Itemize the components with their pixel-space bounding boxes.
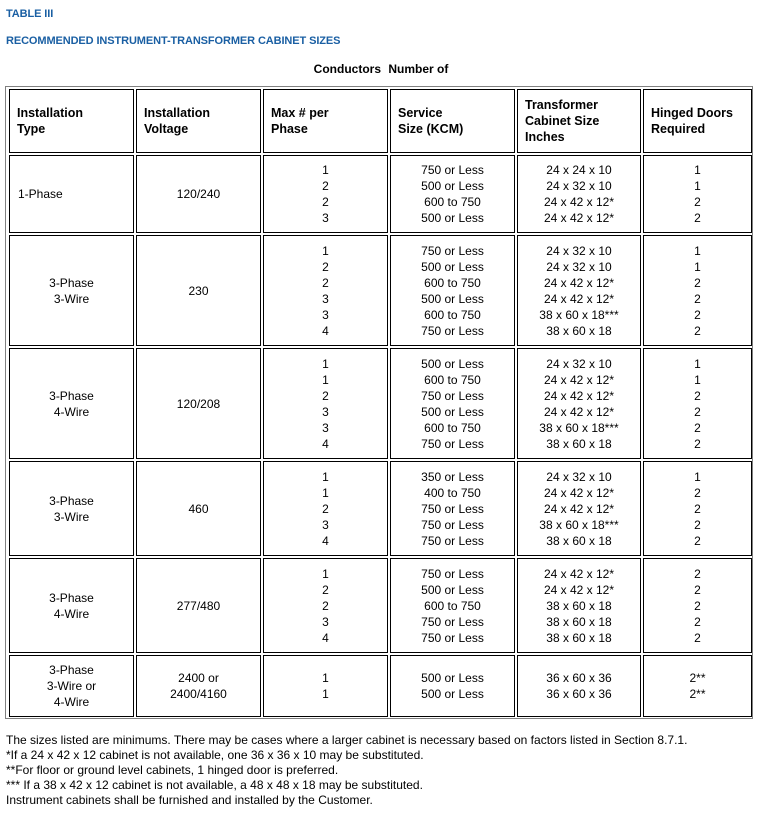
footnote: *** If a 38 x 42 x 12 cabinet is not available, a 48 x 48 x 18 may be substituted. [6,778,423,792]
cell-type [9,461,134,556]
cell-hinged-doors [643,461,752,556]
cell-max-per-phase [263,655,388,717]
cell-line: 3-Phase [49,275,94,290]
cell-line: 2 [322,582,329,597]
cell-line: 24 x 32 x 10 [546,259,612,274]
cell-line: 36 x 60 x 36 [546,687,612,701]
header-line: Inches [525,130,565,144]
cell-line: 600 to 750 [424,372,481,387]
cell-voltage [136,235,261,346]
cell-line: 2 [694,404,701,419]
header-line: Cabinet Size [525,114,600,128]
cell-line: 2 [694,582,701,597]
cell-line: 500 or Less [421,259,484,274]
cell-line: 24 x 42 x 12* [543,291,615,306]
table-title: RECOMMENDED INSTRUMENT-TRANSFORMER CABINET SIZES [6,35,341,47]
cell-max-per-phase [263,461,388,556]
cell-line: 1 [694,243,701,258]
cell-line: 500 or Less [421,179,484,193]
header-text [17,105,83,137]
cell-line: 1 [694,469,701,484]
header-line: Max # per [271,106,329,120]
header-line: Installation [144,106,210,120]
cell-line: 460 [188,501,209,516]
cell-line: 38 x 60 x 18 [546,598,612,613]
cell-line: 36 x 60 x 36 [546,671,612,685]
cell-line: 2 [694,275,701,290]
cell-cabinet-size [517,558,641,653]
header-text [525,97,599,145]
footnote: Instrument cabinets shall be furnished and installed by the Customer. [6,793,373,807]
cell-hinged-doors [643,155,752,233]
cell-service-size [390,235,515,346]
header-text [398,105,463,137]
header-line: Type [17,122,46,136]
cell-line: 2400/4160 [170,687,227,701]
cell-line: 2 [694,566,701,581]
cell-line: 2 [694,533,701,548]
cell-type [9,655,134,717]
cell-line: 2 [322,259,329,274]
cell-voltage [136,348,261,459]
cell-line: 2400 or [178,671,219,685]
cell-line: 2** [689,671,706,685]
cell-line: 4-Wire [53,695,90,709]
cell-line: 500 or Less [421,671,484,685]
cell-line: 2 [694,517,701,532]
cell-line: 24 x 42 x 12* [543,388,615,403]
cell-line: 24 x 32 x 10 [546,356,612,371]
cell-line: 400 to 750 [424,485,481,500]
cell-line: 2 [322,598,329,613]
cell-service-size [390,558,515,653]
cell-line: 4 [322,630,329,645]
cell-line: 1 [322,485,329,500]
cell-line: 600 to 750 [424,598,481,613]
table-label: TABLE III [6,8,54,20]
header-line: Installation [17,106,83,120]
cell-line: 38 x 60 x 18 [546,614,612,629]
cell-line: 1 [322,356,329,371]
cell-line: 500 or Less [421,687,484,701]
cell-max-per-phase [263,155,388,233]
cell-line: 1 [694,356,701,371]
cell-line: 750 or Less [421,388,484,403]
header-hinged-doors [643,89,752,153]
cell-line: 750 or Less [421,630,484,645]
cell-line: 4-Wire [53,404,90,419]
header-line: Hinged Doors [651,106,733,120]
cell-voltage [136,655,261,717]
cell-line: 38 x 60 x 18*** [539,420,619,435]
cell-line: 750 or Less [421,614,484,629]
header-line: Required [651,122,706,136]
cell-line: 750 or Less [421,323,484,338]
cell-voltage [136,558,261,653]
cell-line: 24 x 42 x 12* [543,582,615,597]
cell-line: 750 or Less [421,163,484,177]
footnotes [6,733,687,808]
header-line: Transformer [525,98,598,112]
cell-line: 600 to 750 [424,195,481,209]
cell-line: 4 [322,323,329,338]
cell-line: 750 or Less [421,243,484,258]
cell-line: 500 or Less [421,291,484,306]
cell-line: 2 [694,323,701,338]
cell-line: 600 to 750 [424,307,481,322]
cell-line: 24 x 32 x 10 [546,469,612,484]
cell-hinged-doors [643,558,752,653]
cell-line: 2 [694,598,701,613]
cell-line: 24 x 24 x 10 [546,163,612,177]
header-text [271,105,329,137]
footnote: **For floor or ground level cabinets, 1 hinged door is preferred. [6,763,339,777]
header-line: Voltage [144,122,189,136]
cell-max-per-phase [263,348,388,459]
cell-line: 3 [322,291,329,306]
cell-line: 1 [694,163,701,177]
cell-line: 120/240 [176,187,221,201]
cell-line: 1 [322,671,329,685]
header-text [651,105,733,137]
cell-service-size [390,461,515,556]
cell-hinged-doors [643,348,752,459]
cell-line: 3 [322,404,329,419]
cell-line: 38 x 60 x 18 [546,436,612,451]
cell-line: 1 [322,372,329,387]
cell-type [9,155,134,233]
cell-line: 3-Phase [49,663,94,677]
cell-line: 2** [689,687,706,701]
cell-line: 2 [322,195,329,209]
cell-service-size [390,155,515,233]
cell-line: 1 [322,243,329,258]
header-max-per-phase [263,89,388,153]
header-line: Size (KCM) [398,122,464,136]
cell-cabinet-size [517,461,641,556]
header-service-size [390,89,515,153]
cell-line: 3-Wire [53,509,90,524]
cell-line: 3-Phase [49,493,94,508]
footnote: The sizes listed are minimums. There may be cases where a larger cabinet is necessary based on factors listed in Section 8.7.1. [6,733,688,747]
cell-line: 750 or Less [421,436,484,451]
cell-line: 2 [694,195,701,209]
cell-line: 4 [322,533,329,548]
cell-line: 24 x 32 x 10 [546,179,612,193]
header-voltage [136,89,261,153]
cell-line: 750 or Less [421,533,484,548]
cell-line: 24 x 32 x 10 [546,243,612,258]
cell-line: 2 [322,388,329,403]
cell-line: 4-Wire [53,606,90,621]
cell-line: 500 or Less [421,211,484,225]
header-type [9,89,134,153]
caption-number-of: Number of [388,62,449,76]
cell-cabinet-size [517,235,641,346]
cell-line: 600 to 750 [424,420,481,435]
cell-line: 38 x 60 x 18*** [539,517,619,532]
cell-line: 230 [188,283,209,298]
cell-line: 38 x 60 x 18 [546,630,612,645]
cell-line: 2 [694,211,701,225]
cell-service-size [390,348,515,459]
cell-line: 2 [322,275,329,290]
cell-service-size [390,655,515,717]
cell-line: 24 x 42 x 12* [543,404,615,419]
cell-line: 3-Phase [49,590,94,605]
cell-line: 3 [322,614,329,629]
cell-line: 2 [694,307,701,322]
cell-line: 1 [694,372,701,387]
cell-line: 24 x 42 x 12* [543,501,615,516]
cell-voltage [136,155,261,233]
header-line: Phase [271,122,308,136]
cell-line: 24 x 42 x 12* [543,275,615,290]
cell-line: 2 [694,436,701,451]
cell-line: 277/480 [176,598,221,613]
table-caption [0,62,762,76]
footnote: *If a 24 x 42 x 12 cabinet is not available, one 36 x 36 x 10 may be substituted. [6,748,424,762]
cell-line: 2 [322,179,329,193]
cell-line: 350 or Less [421,469,484,484]
cell-line: 3 [322,307,329,322]
cell-line: 2 [694,501,701,516]
header-cabinet-size [517,89,641,153]
cell-line: 2 [694,630,701,645]
cell-line: 2 [694,485,701,500]
cell-type [9,348,134,459]
cell-line: 2 [694,614,701,629]
cell-line: 120/208 [176,396,221,411]
cell-line: 24 x 42 x 12* [543,211,615,225]
cell-type [9,558,134,653]
cell-line: 1-Phase [18,187,63,201]
cell-line: 3 [322,420,329,435]
cell-voltage [136,461,261,556]
cell-line: 500 or Less [421,582,484,597]
cell-hinged-doors [643,235,752,346]
cell-line: 24 x 42 x 12* [543,372,615,387]
header-text [144,105,210,137]
cell-line: 750 or Less [421,517,484,532]
cell-line: 2 [694,291,701,306]
cell-line: 1 [322,163,329,177]
cell-line: 1 [694,259,701,274]
cell-line: 600 to 750 [424,275,481,290]
cell-line: 3 [322,211,329,225]
cell-line: 1 [322,469,329,484]
cell-line: 24 x 42 x 12* [543,485,615,500]
cell-line: 24 x 42 x 12* [543,195,615,209]
cell-line: 3-Wire or [46,679,97,693]
caption-conductors: Conductors [313,62,381,76]
cell-line: 24 x 42 x 12* [543,566,615,581]
cell-line: 1 [322,687,329,701]
cell-line: 2 [322,501,329,516]
header-line: Service [398,106,443,120]
cell-line: 1 [322,566,329,581]
cell-line: 3-Wire [53,291,90,306]
cell-cabinet-size [517,155,641,233]
cell-type [9,235,134,346]
cell-line: 1 [694,179,701,193]
cell-hinged-doors [643,655,752,717]
cell-line: 500 or Less [421,356,484,371]
cell-cabinet-size [517,655,641,717]
cell-line: 750 or Less [421,501,484,516]
cell-max-per-phase [263,558,388,653]
cell-line: 38 x 60 x 18 [546,533,612,548]
cell-line: 3 [322,517,329,532]
cell-line: 38 x 60 x 18 [546,323,612,338]
cell-cabinet-size [517,348,641,459]
cell-line: 38 x 60 x 18*** [539,307,619,322]
cell-line: 4 [322,436,329,451]
cell-line: 2 [694,388,701,403]
cell-line: 2 [694,420,701,435]
cell-max-per-phase [263,235,388,346]
cell-line: 500 or Less [421,404,484,419]
cell-line: 3-Phase [49,388,94,403]
cell-line: 750 or Less [421,566,484,581]
